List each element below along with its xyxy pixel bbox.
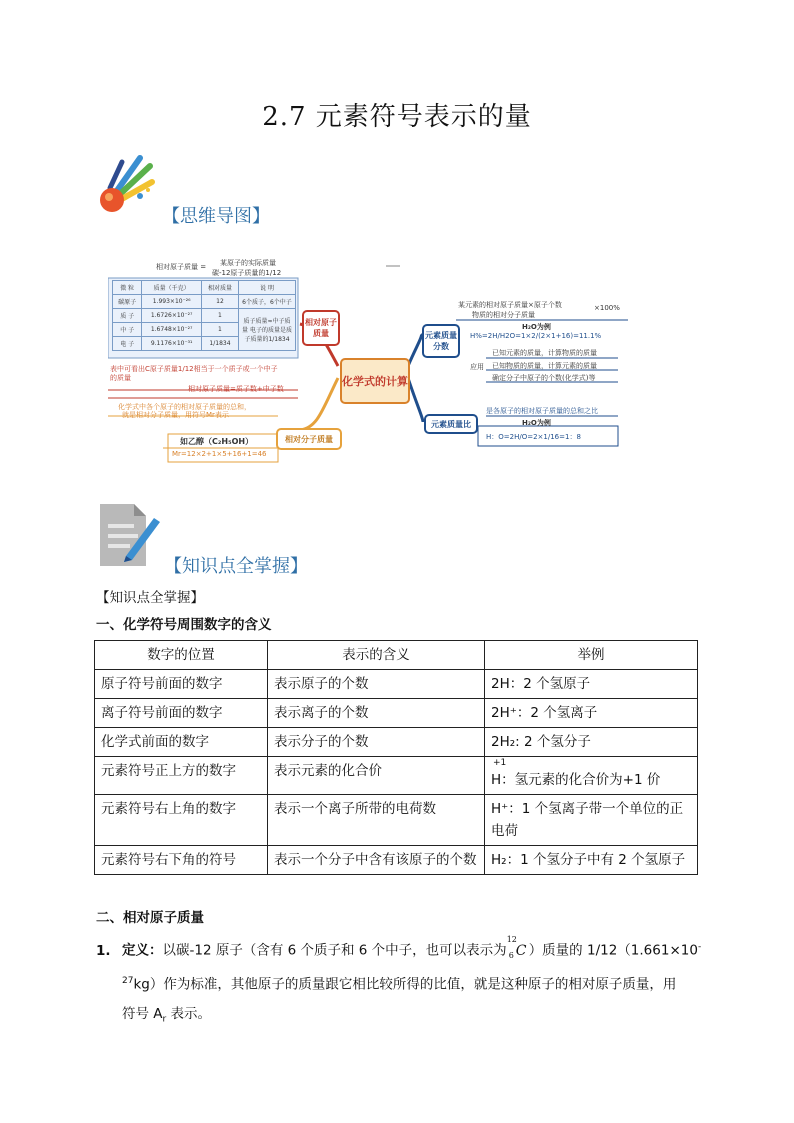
mini-cell: 碳原子 [113, 295, 142, 309]
table-row [95, 795, 698, 846]
section-mindmap-label: 【思维导图】 [162, 206, 270, 227]
mini-header: 微 粒 [113, 281, 142, 295]
mini-cell: 9.1176×10⁻³¹ [142, 337, 202, 351]
table-cell [485, 757, 698, 795]
definition-text: 符号 A [122, 1006, 163, 1022]
mini-header: 说 明 [239, 281, 296, 295]
mini-cell: 12 [201, 295, 238, 309]
mini-cell: 1.6726×10⁻²⁷ [142, 309, 202, 323]
table-cell: 化学式前面的数字 [95, 728, 268, 757]
mini-cell: 电 子 [113, 337, 142, 351]
note-1: 表中可看出C原子质量1/12相当于一个质子或一个中子 [110, 365, 278, 373]
valence-example: H：氢元素的化合价为+1 价 [491, 772, 661, 788]
mol-note-2: 就是相对分子质量，用符号Mr表示 [122, 411, 229, 419]
mini-cell: 1 [201, 323, 238, 337]
table-cell: 表示元素的化合价 [268, 757, 485, 795]
formula-label: 相对原子质量 = [156, 263, 207, 271]
table-cell: H₂：1 个氢分子中有 2 个氢原子 [485, 846, 698, 875]
fraction-tail: ×100% [594, 304, 620, 312]
table-cell: 原子符号前面的数字 [95, 670, 268, 699]
exponent-sign: - [697, 942, 702, 952]
table-cell: 2H⁺：2 个氢离子 [485, 699, 698, 728]
mini-header: 相对质量 [201, 281, 238, 295]
apply-2: 已知物质的质量，计算元素的质量 [492, 362, 597, 370]
table-row [95, 699, 698, 728]
table-cell: H⁺：1 个氢离子带一个单位的正电荷 [485, 795, 698, 846]
part1-heading: 一、化学符号周围数字的含义 [96, 617, 272, 633]
definition-label: 定义： [122, 942, 163, 959]
formula-numerator: 某原子的实际质量 [220, 259, 276, 267]
apply-label: 应用 [470, 363, 484, 371]
page-title: 2.7 元素符号表示的量 [262, 102, 532, 132]
table-row [95, 728, 698, 757]
ratio-h2o: H₂O为例 [522, 419, 551, 427]
definition-paragraph [96, 932, 700, 1035]
h2o-calc: H%=2H/H2O=1×2/(2×1+16)=11.1% [470, 332, 602, 340]
table-header: 举例 [485, 641, 698, 670]
mini-cell: 1.6748×10⁻²⁷ [142, 323, 202, 337]
valence-mark: +1 [493, 758, 507, 768]
definition-line-3 [96, 999, 700, 1035]
ratio-note: 是各原子的相对原子质量的总和之比 [486, 407, 598, 415]
definition-line-2 [96, 966, 700, 1000]
table-cell: 表示离子的个数 [268, 699, 485, 728]
mini-cell: 中 子 [113, 323, 142, 337]
mini-cell: 1 [201, 309, 238, 323]
mini-header: 质量（千克） [142, 281, 202, 295]
mini-table [112, 280, 296, 351]
note-2: 相对原子质量=质子数+中子数 [188, 385, 284, 393]
definition-number: 1. [96, 942, 111, 959]
table-cell: 离子符号前面的数字 [95, 699, 268, 728]
exponent-value: 27 [122, 975, 134, 986]
table-cell: 元素符号右下角的符号 [95, 846, 268, 875]
definition-text: kg）作为标准，其他原子的质量跟它相比较所得的比值，就是这种原子的相对原子质量，用 [133, 976, 677, 992]
fraction-denominator: 物质的相对分子质量 [472, 311, 535, 319]
knowledge-heading: 【知识点全掌握】 [96, 590, 204, 606]
table-cell: 2H₂: 2 个氢分子 [485, 728, 698, 757]
note-1b: 的质量 [110, 374, 131, 382]
ratio-calc: H：O=2H/O=2×1/16=1：8 [486, 433, 581, 441]
apply-3: 确定分子中原子的个数(化学式)等 [492, 374, 596, 382]
table-cell: 2H：2 个氢原子 [485, 670, 698, 699]
section-knowledge-label: 【知识点全掌握】 [164, 556, 308, 577]
part2-heading: 二、相对原子质量 [96, 910, 204, 926]
mini-cell: 6个质子，6个中子 [239, 295, 296, 309]
definition-text: 以碳-12 原子（含有 6 个质子和 6 个中子，也可以表示为 [162, 942, 507, 959]
subscript: r [162, 1014, 167, 1025]
table-row [95, 670, 698, 699]
paper-pen-icon [98, 500, 164, 568]
comet-icon [96, 152, 158, 214]
node-relative-molecular-mass: 相对分子质量 [276, 428, 342, 450]
mol-note-1: 化学式中各个原子的相对原子质量的总和， [118, 403, 251, 411]
apply-1: 已知元素的质量，计算物质的质量 [492, 349, 597, 357]
mini-note: 质子质量≈中子质量 电子的质量是质子质量的1/1834 [239, 309, 296, 351]
isotope-mass: 12 [506, 934, 517, 944]
carbon-isotope [506, 934, 529, 961]
symbol-number-table [94, 640, 698, 875]
node-relative-atomic-mass: 相对原子质量 [302, 310, 340, 346]
table-header: 表示的含义 [268, 641, 485, 670]
table-cell: 表示一个离子所带的电荷数 [268, 795, 485, 846]
isotope-symbol: C [515, 942, 527, 959]
table-row [95, 846, 698, 875]
mini-cell: 1/1834 [201, 337, 238, 351]
node-center: 化学式的计算 [340, 358, 410, 404]
formula-denominator: 碳-12原子质量的1/12 [212, 269, 282, 277]
h2o-label: H₂O为例 [522, 323, 551, 331]
fraction-numerator: 某元素的相对原子质量×原子个数 [458, 301, 562, 309]
node-mass-fraction: 元素质量分数 [422, 324, 460, 358]
node-mass-ratio: 元素质量比 [424, 414, 478, 434]
definition-text: 表示。 [166, 1006, 212, 1022]
mind-map [108, 258, 628, 468]
mol-calc: Mr=12×2+1×5+16+1=46 [172, 450, 267, 458]
isotope-z: 6 [508, 950, 514, 960]
mini-cell: 1.993×10⁻²⁶ [142, 295, 202, 309]
mol-example: 如乙醇（C₂H₅OH） [180, 437, 254, 446]
table-cell: 元素符号正上方的数字 [95, 757, 268, 795]
table-cell: 表示一个分子中含有该原子的个数 [268, 846, 485, 875]
table-cell: 表示分子的个数 [268, 728, 485, 757]
definition-line-1 [96, 932, 700, 966]
mini-cell: 质 子 [113, 309, 142, 323]
table-header: 数字的位置 [95, 641, 268, 670]
table-row [95, 757, 698, 795]
definition-text: ）质量的 1/12（1.661×10 [528, 942, 698, 959]
table-cell: 元素符号右上角的数字 [95, 795, 268, 846]
table-cell: 表示原子的个数 [268, 670, 485, 699]
